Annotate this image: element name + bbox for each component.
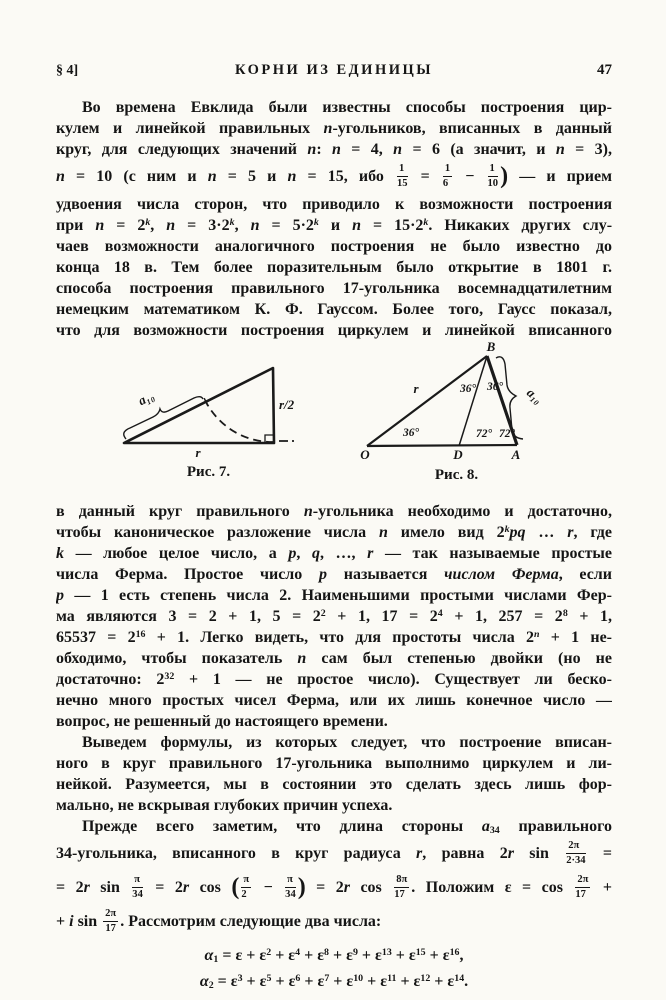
display-formulas xyxy=(56,943,612,995)
label-B: B xyxy=(486,339,496,354)
text-line: достаточно: $2^{32} + 1$ — не простое число). Существует ли беско- xyxy=(56,671,612,688)
text-line: ного в круг правильного 17-угольника выполнимо циркулем и ли- xyxy=(56,755,612,772)
text-line: немецким математиком К. Ф. Гауссом. Более того, Гаусс показал, xyxy=(56,301,612,318)
text-line: k — любое целое число, а p, q, …, r — так называемые простые xyxy=(56,545,612,562)
text-line: конца 18 в. Тем более поразительным было открытие в 1801 г. xyxy=(56,259,612,276)
side-OA xyxy=(367,445,517,446)
page-content xyxy=(56,97,612,995)
text-line: $\alpha_2 = \varepsilon^3 + \varepsilon^5 + \varepsilon^6 + \varepsilon^7 + \varepsilon^{10} + \varepsilon^{11} + \varepsilon^{12} + \varepsilon^{14}$. xyxy=(199,973,469,992)
label-angle-B-right: 36° xyxy=(486,381,504,393)
text-line: в данный круг правильного n-угольника необходимо и достаточно, xyxy=(56,503,612,520)
compass-arc-dashed xyxy=(206,402,274,442)
text-line: вопрос, не решенный до настоящего времени. xyxy=(56,713,388,730)
page-header xyxy=(56,62,612,79)
text-line: чаев возможности аналогичного построения не было известно до xyxy=(56,238,612,255)
figure-8-drawing xyxy=(354,339,559,464)
text-line: ма являются 3 = 2 + 1, $5 = 2^2 + 1$, $17 = 2^4 + 1$, $257 = 2^8 + 1$, xyxy=(56,608,612,625)
page-number: 47 xyxy=(597,62,612,78)
figures-row xyxy=(56,341,612,501)
label-A: A xyxy=(511,447,521,462)
label-r: r xyxy=(413,381,419,396)
label-angle-A: 72° xyxy=(498,428,516,440)
text-line: нечно много простых чисел Ферма, или их лишь конечное число — xyxy=(56,692,612,709)
text-line: $65537 = 2^{16} + 1$. Легко видеть, что для простоты числа $2^n + 1$ не- xyxy=(56,629,612,646)
text-line: кулем и линейкой правильных n-угольников, вписанных в данный xyxy=(56,120,612,137)
running-title: КОРНИ ИЗ ЕДИНИЦЫ xyxy=(234,62,434,78)
label-angle-D: 72° xyxy=(475,428,493,440)
paragraphs-top xyxy=(56,97,612,341)
text-line: Выведем формулы, из которых следует, что построение вписан- xyxy=(82,734,612,751)
figure-8-caption: Рис. 8. xyxy=(434,467,479,483)
label-D: D xyxy=(453,447,463,462)
text-line: p — 1 есть степень числа 2. Наименьшими простыми числами Фер- xyxy=(56,587,612,604)
text-line: Во времена Евклида были известны способы построения цир- xyxy=(82,99,612,116)
label-a10: a₁₀ xyxy=(524,384,546,407)
text-line: обходимо, чтобы показатель n сам был степенью двойки (но не xyxy=(56,650,612,667)
text-line: мально, не вскрывая глубоких причин успеха. xyxy=(56,797,393,814)
figure-7-caption: Рис. 7. xyxy=(186,464,231,480)
text-line: чтобы каноническое разложение числа n имело вид 2$^k$pq … r, где xyxy=(56,524,612,541)
text-line: круг, для следующих значений n: n = 4, n = 6 (а значит, и n = 3), xyxy=(56,141,612,158)
text-line: 34-угольника, вписанного в круг радиуса r, равна 2r sin $\frac{2\pi}{2\cdot 34}$ = xyxy=(56,840,612,866)
text-line: при $n = 2^k$, $n = 3\cdot 2^k$, $n = 5\cdot 2^k$ и $n = 15\cdot 2^k$. Никаких других слу- xyxy=(56,217,612,234)
section-marker: § 4] xyxy=(56,63,79,78)
text-line: что для возможности построения циркулем и линейкой вписанного xyxy=(56,322,612,339)
text-line: удвоения числа сторон, что приводило к возможности построения xyxy=(56,196,612,213)
label-r-half: r/2 xyxy=(279,397,295,412)
text-line: Прежде всего заметим, что длина стороны $a_{34}$ правильного xyxy=(82,818,612,837)
label-O: O xyxy=(360,447,370,462)
label-a10: a₁₀ xyxy=(135,387,157,409)
text-line: $\alpha_1 = \varepsilon + \varepsilon^2 + \varepsilon^4 + \varepsilon^8 + \varepsilon^9 + \varepsilon^{13} + \varepsilon^{15} + \varepsilon^{16}$, xyxy=(204,947,464,966)
text-line: нейкой. Разумеется, мы в состоянии это сделать здесь лишь фор- xyxy=(56,776,612,793)
label-angle-B-left: 36° xyxy=(459,383,477,395)
label-angle-O: 36° xyxy=(402,427,420,439)
side-OB xyxy=(367,356,487,446)
text-line: + i sin $\frac{2\pi}{17}$ . Рассмотрим следующие два числа: xyxy=(56,908,382,934)
figure-7 xyxy=(106,353,311,481)
text-line: n = 10 (с ним и n = 5 и n = 15, ибо $\frac{1}{15}$ = $\frac{1}{6}$ − $\frac{1}{10}$ ) — и прием xyxy=(56,162,612,189)
paragraphs-bottom xyxy=(56,501,612,995)
figure-7-drawing xyxy=(106,353,311,461)
label-r: r xyxy=(195,445,201,460)
text-line: способа построения правильного 17-угольника восемнадцатилетним xyxy=(56,280,612,297)
brace-a10 xyxy=(124,397,203,439)
text-line: числа Ферма. Простое число p называется числом Ферма, если xyxy=(56,566,612,583)
figure-8 xyxy=(354,339,559,484)
text-line: = 2r sin $\frac{\pi}{34}$ = 2r cos ( $\frac{\pi}{2}$ − $\frac{\pi}{34}$ ) = 2r cos $\frac{8\pi}{17}$ . Положим ε = cos $\frac{2\pi}{17}$ + xyxy=(56,873,612,900)
